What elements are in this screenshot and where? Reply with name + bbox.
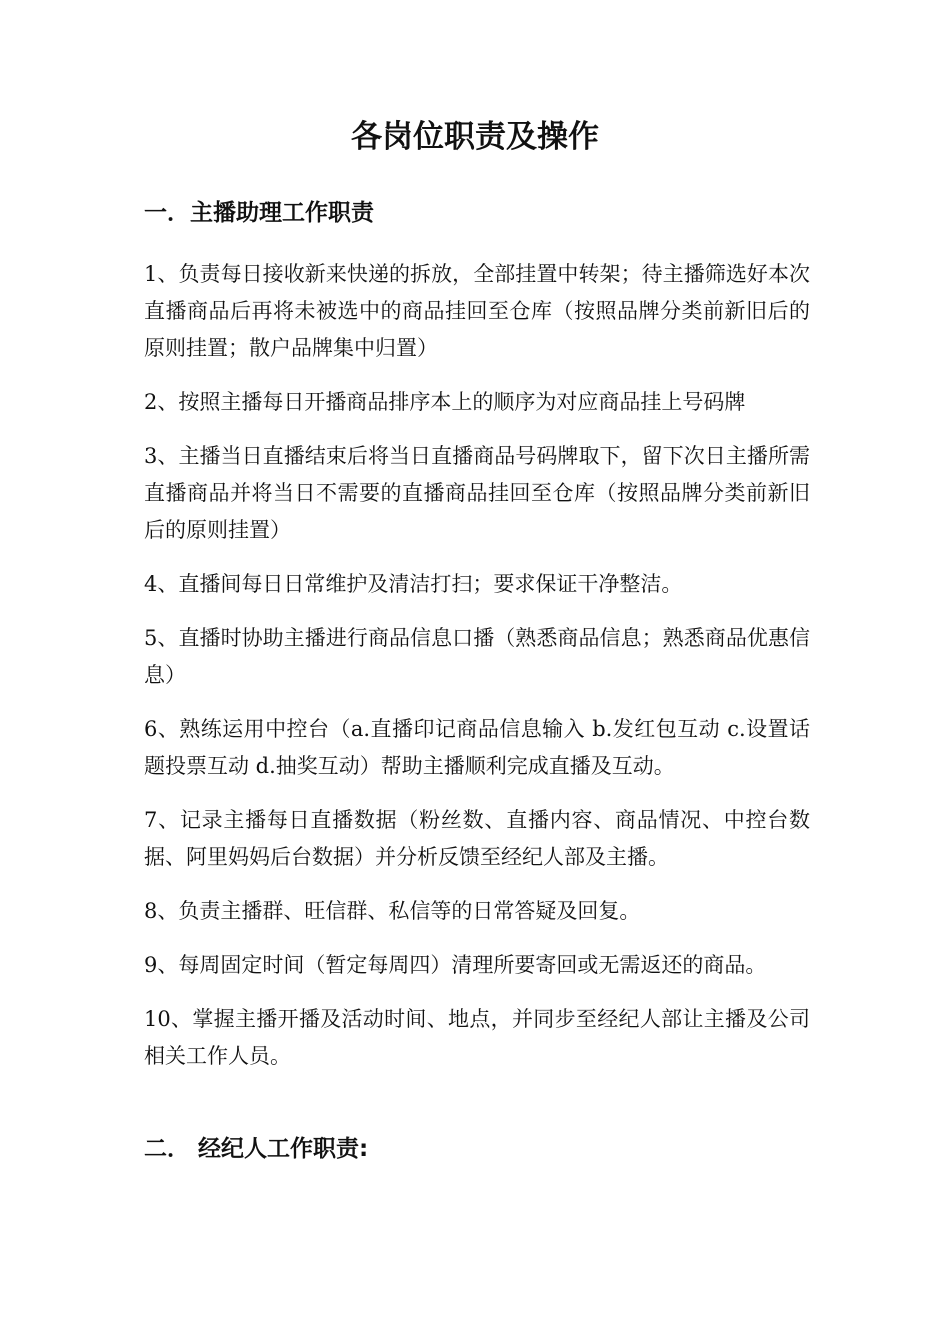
section-heading-assistant: 一．主播助理工作职责 (144, 200, 374, 226)
duty-item-5: 5、直播时协助主播进行商品信息口播（熟悉商品信息；熟悉商品优惠信息） (144, 626, 810, 687)
assistant-duties-list (144, 256, 810, 1092)
duty-item-2: 2、按照主播每日开播商品排序本上的顺序为对应商品挂上号码牌 (144, 390, 746, 414)
duty-item-4: 4、直播间每日日常维护及清洁打扫；要求保证干净整洁。 (144, 572, 683, 596)
duty-item-10: 10、掌握主播开播及活动时间、地点，并同步至经纪人部让主播及公司相关工作人员。 (144, 1007, 810, 1068)
document-title: 各岗位职责及操作 (351, 119, 599, 155)
duty-item-8: 8、负责主播群、旺信群、私信等的日常答疑及回复。 (144, 899, 641, 923)
duty-item-9: 9、每周固定时间（暂定每周四）清理所要寄回或无需返还的商品。 (144, 953, 767, 977)
duty-item-3: 3、主播当日直播结束后将当日直播商品号码牌取下，留下次日主播所需直播商品并将当日不需要的直播商品挂回至仓库（按照品牌分类前新旧后的原则挂置） (144, 444, 810, 542)
duty-item-7: 7、记录主播每日直播数据（粉丝数、直播内容、商品情况、中控台数据、阿里妈妈后台数据）并分析反馈至经纪人部及主播。 (144, 808, 810, 869)
section-heading-agent: 二． 经纪人工作职责: (144, 1136, 369, 1162)
duty-item-6: 6、熟练运用中控台（a.直播印记商品信息输入 b.发红包互动 c.设置话题投票互动 d.抽奖互动）帮助主播顺利完成直播及互动。 (144, 717, 810, 778)
duty-item-1: 1、负责每日接收新来快递的拆放，全部挂置中转架；待主播筛选好本次直播商品后再将未被选中的商品挂回至仓库（按照品牌分类前新旧后的原则挂置；散户品牌集中归置） (144, 262, 810, 360)
